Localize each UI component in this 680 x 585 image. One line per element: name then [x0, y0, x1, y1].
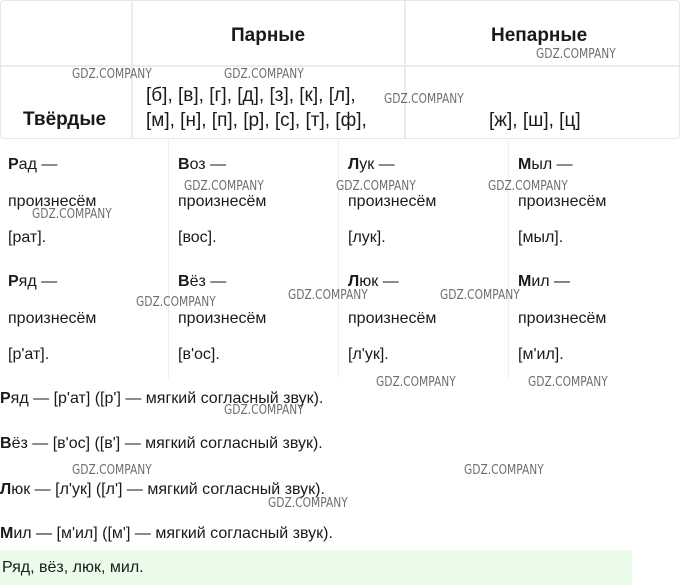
grid-divider — [338, 140, 339, 378]
paired-consonants-line: [б], [в], [г], [д], [з], [к], [л], — [146, 85, 356, 106]
watermark: GDZ.COMPANY — [384, 92, 464, 107]
paired-consonants-line: [м], [н], [п], [р], [с], [т], [ф], — [146, 110, 367, 131]
watermark: GDZ.COMPANY — [32, 207, 112, 222]
watermark: GDZ.COMPANY — [488, 179, 568, 194]
paired-consonants — [146, 83, 367, 133]
explanation-line: Вёз — [в'ос] ([в'] — мягкий согласный звук). — [0, 435, 323, 452]
word-title: Вёз — — [178, 273, 227, 290]
word-title: Воз — — [178, 156, 227, 173]
word-note: произнесём — [518, 310, 607, 327]
word-note: произнесём — [178, 193, 267, 210]
watermark: GDZ.COMPANY — [184, 179, 264, 194]
word-transcription: [мыл]. — [518, 229, 564, 246]
word-note: произнесём — [178, 310, 267, 327]
watermark: GDZ.COMPANY — [536, 47, 616, 62]
word-title: Мил — — [518, 273, 571, 290]
hard-row-label: Твёрдые — [23, 109, 107, 130]
word-transcription: [л'ук]. — [348, 346, 389, 363]
watermark: GDZ.COMPANY — [72, 463, 152, 478]
unpaired-consonants: [ж], [ш], [ц] — [489, 110, 581, 131]
paired-header: Парные — [231, 25, 306, 46]
watermark: GDZ.COMPANY — [464, 463, 544, 478]
word-note: произнесём — [518, 193, 607, 210]
word-transcription: [р'ат]. — [8, 346, 50, 363]
word-grid — [0, 140, 678, 380]
table-divider — [404, 1, 406, 138]
watermark: GDZ.COMPANY — [268, 496, 348, 511]
explanation-line: Мил — [м'ил] ([м'] — мягкий согласный звук). — [0, 525, 333, 542]
word-transcription: [м'ил]. — [518, 346, 564, 363]
watermark: GDZ.COMPANY — [376, 375, 456, 390]
watermark: GDZ.COMPANY — [224, 67, 304, 82]
watermark: GDZ.COMPANY — [136, 295, 216, 310]
word-title: Лук — — [348, 156, 395, 173]
word-transcription: [лук]. — [348, 229, 386, 246]
word-title: Рад — — [8, 156, 58, 173]
word-title: Люк — — [348, 273, 399, 290]
answer-text: Ряд, вёз, люк, мил. — [2, 559, 144, 576]
word-transcription: [в'ос]. — [178, 346, 220, 363]
explanation-line: Ряд — [р'ат] ([р'] — мягкий согласный звук). — [0, 390, 324, 407]
grid-divider — [508, 140, 509, 378]
watermark: GDZ.COMPANY — [336, 179, 416, 194]
unpaired-header: Непарные — [491, 25, 588, 46]
watermark: GDZ.COMPANY — [440, 288, 520, 303]
word-note: произнесём — [8, 310, 97, 327]
word-note: произнесём — [348, 310, 437, 327]
watermark: GDZ.COMPANY — [224, 403, 304, 418]
watermark: GDZ.COMPANY — [288, 288, 368, 303]
word-transcription: [вос]. — [178, 229, 217, 246]
explanation-line: Люк — [л'ук] ([л'] — мягкий согласный звук). — [0, 481, 325, 498]
word-title: Ряд — — [8, 273, 58, 290]
watermark: GDZ.COMPANY — [528, 375, 608, 390]
word-transcription: [рат]. — [8, 229, 47, 246]
word-note: произнесём — [8, 193, 97, 210]
answer-box — [0, 550, 632, 585]
word-note: произнесём — [348, 193, 437, 210]
word-title: Мыл — — [518, 156, 573, 173]
watermark: GDZ.COMPANY — [72, 67, 152, 82]
grid-divider — [168, 140, 169, 378]
